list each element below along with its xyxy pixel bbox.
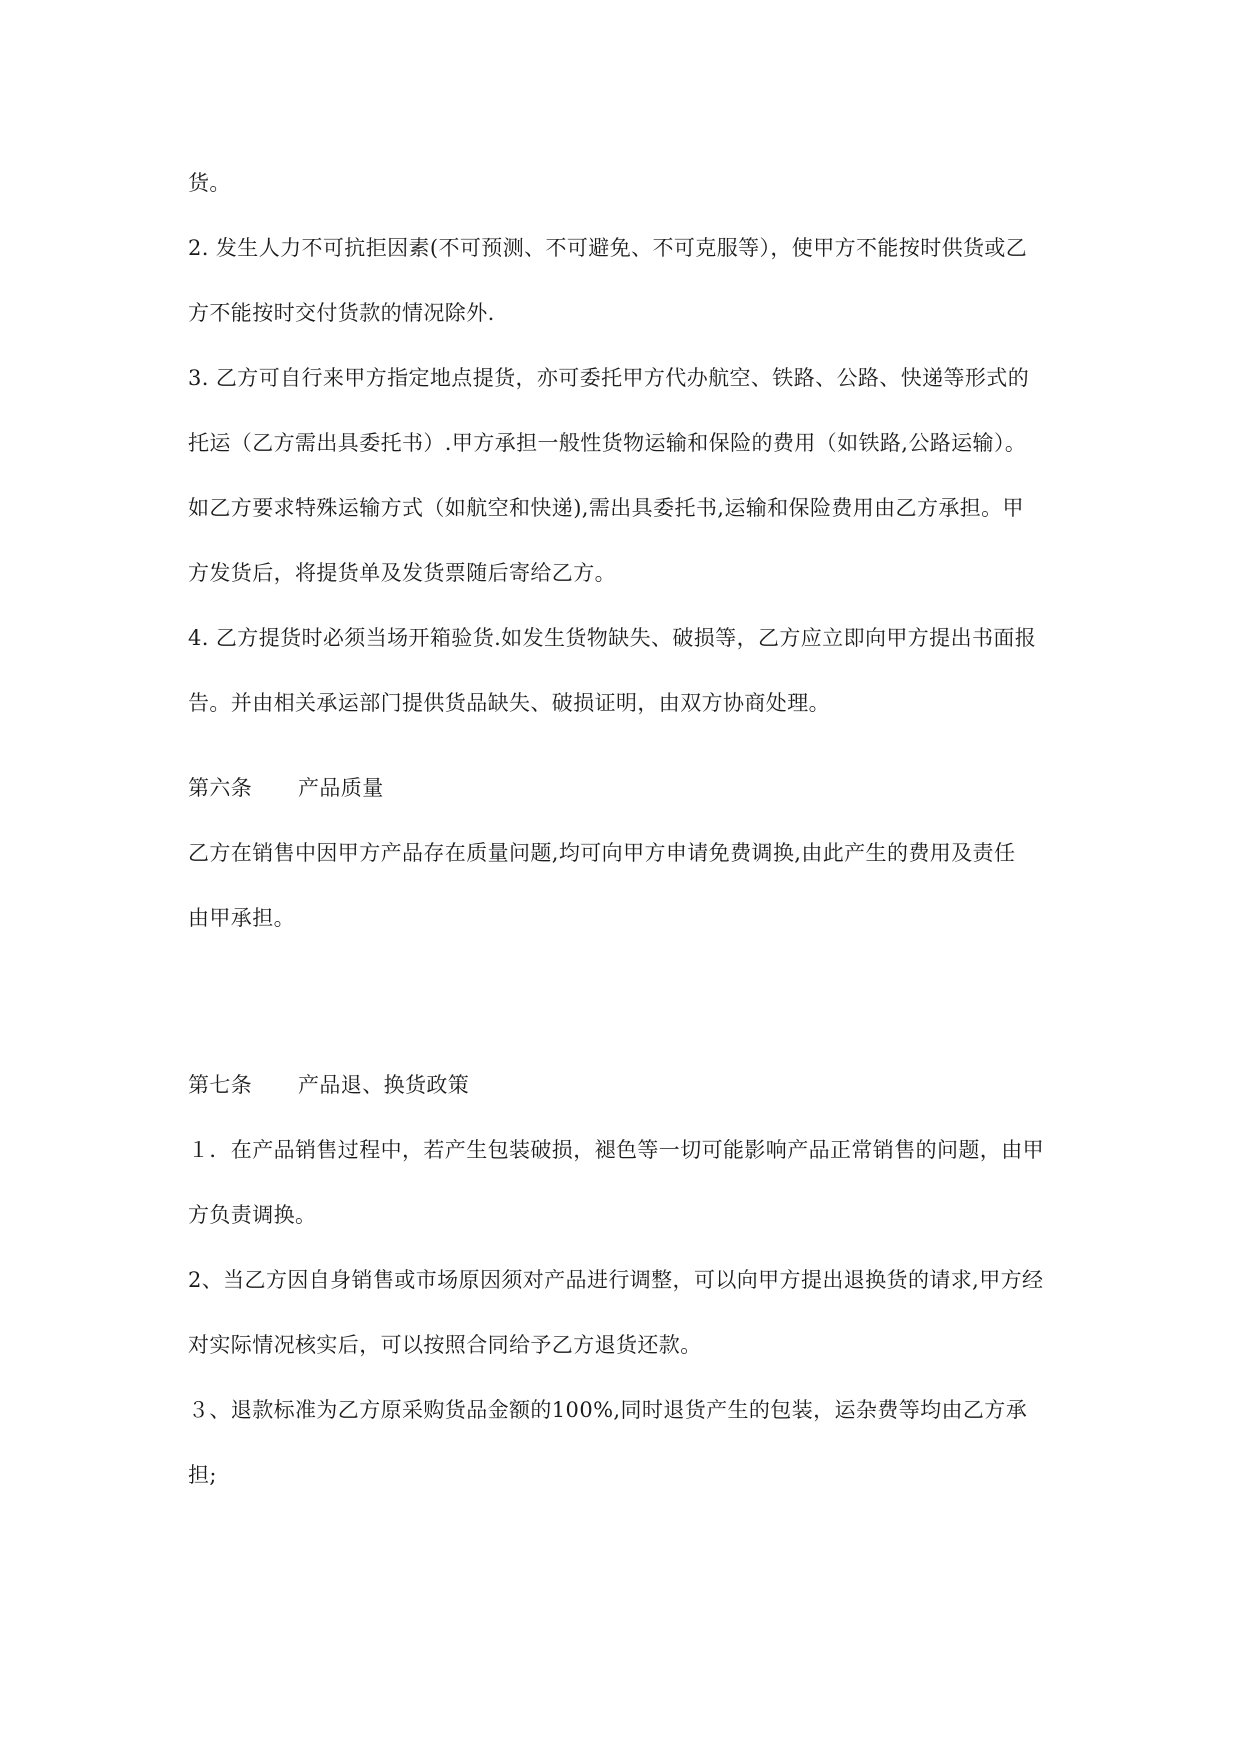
paragraph-line: 告。并由相关承运部门提供货品缺失、破损证明，由双方协商处理。 xyxy=(188,691,830,715)
section-number: 第七条 xyxy=(188,1073,253,1097)
paragraph-line: 对实际情况核实后，可以按照合同给予乙方退货还款。 xyxy=(188,1333,702,1357)
paragraph-line: 方负责调换。 xyxy=(188,1203,317,1227)
paragraph-line: 3. 乙方可自行来甲方指定地点提货，亦可委托甲方代办航空、铁路、公路、快递等形式的 xyxy=(188,366,1030,390)
paragraph-line: 方发货后，将提货单及发货票随后寄给乙方。 xyxy=(188,561,616,585)
paragraph-line: 2、当乙方因自身销售或市场原因须对产品进行调整，可以向甲方提出退换货的请求,甲方经 xyxy=(188,1268,1044,1292)
paragraph-line: １．在产品销售过程中，若产生包装破损，褪色等一切可能影响产品正常销售的问题，由甲 xyxy=(188,1138,1044,1162)
paragraph-line: 托运（乙方需出具委托书）.甲方承担一般性货物运输和保险的费用（如铁路,公路运输）。 xyxy=(188,431,1027,455)
paragraph-line: 方不能按时交付货款的情况除外. xyxy=(188,301,495,325)
paragraph-line: 乙方在销售中因甲方产品存在质量问题,均可向甲方申请免费调换,由此产生的费用及责任 xyxy=(188,841,1016,865)
paragraph-line: 货。 xyxy=(188,171,231,195)
section-title: 产品质量 xyxy=(298,776,384,800)
paragraph-line: 担; xyxy=(188,1463,217,1487)
paragraph-line: ３、退款标准为乙方原采购货品金额的100%,同时退货产生的包装，运杂费等均由乙方承 xyxy=(188,1398,1028,1422)
section-heading-7 xyxy=(188,1070,1068,1100)
section-heading-6 xyxy=(188,773,1068,803)
paragraph-line: 4. 乙方提货时必须当场开箱验货.如发生货物缺失、破损等，乙方应立即向甲方提出书面报 xyxy=(188,626,1037,650)
paragraph-line: 如乙方要求特殊运输方式（如航空和快递),需出具委托书,运输和保险费用由乙方承担。甲 xyxy=(188,496,1024,520)
section-number: 第六条 xyxy=(188,776,253,800)
paragraph-line: 2. 发生人力不可抗拒因素(不可预测、不可避免、不可克服等），使甲方不能按时供货或乙 xyxy=(188,236,1028,260)
paragraph-line: 由甲承担。 xyxy=(188,906,295,930)
section-title: 产品退、换货政策 xyxy=(298,1073,470,1097)
